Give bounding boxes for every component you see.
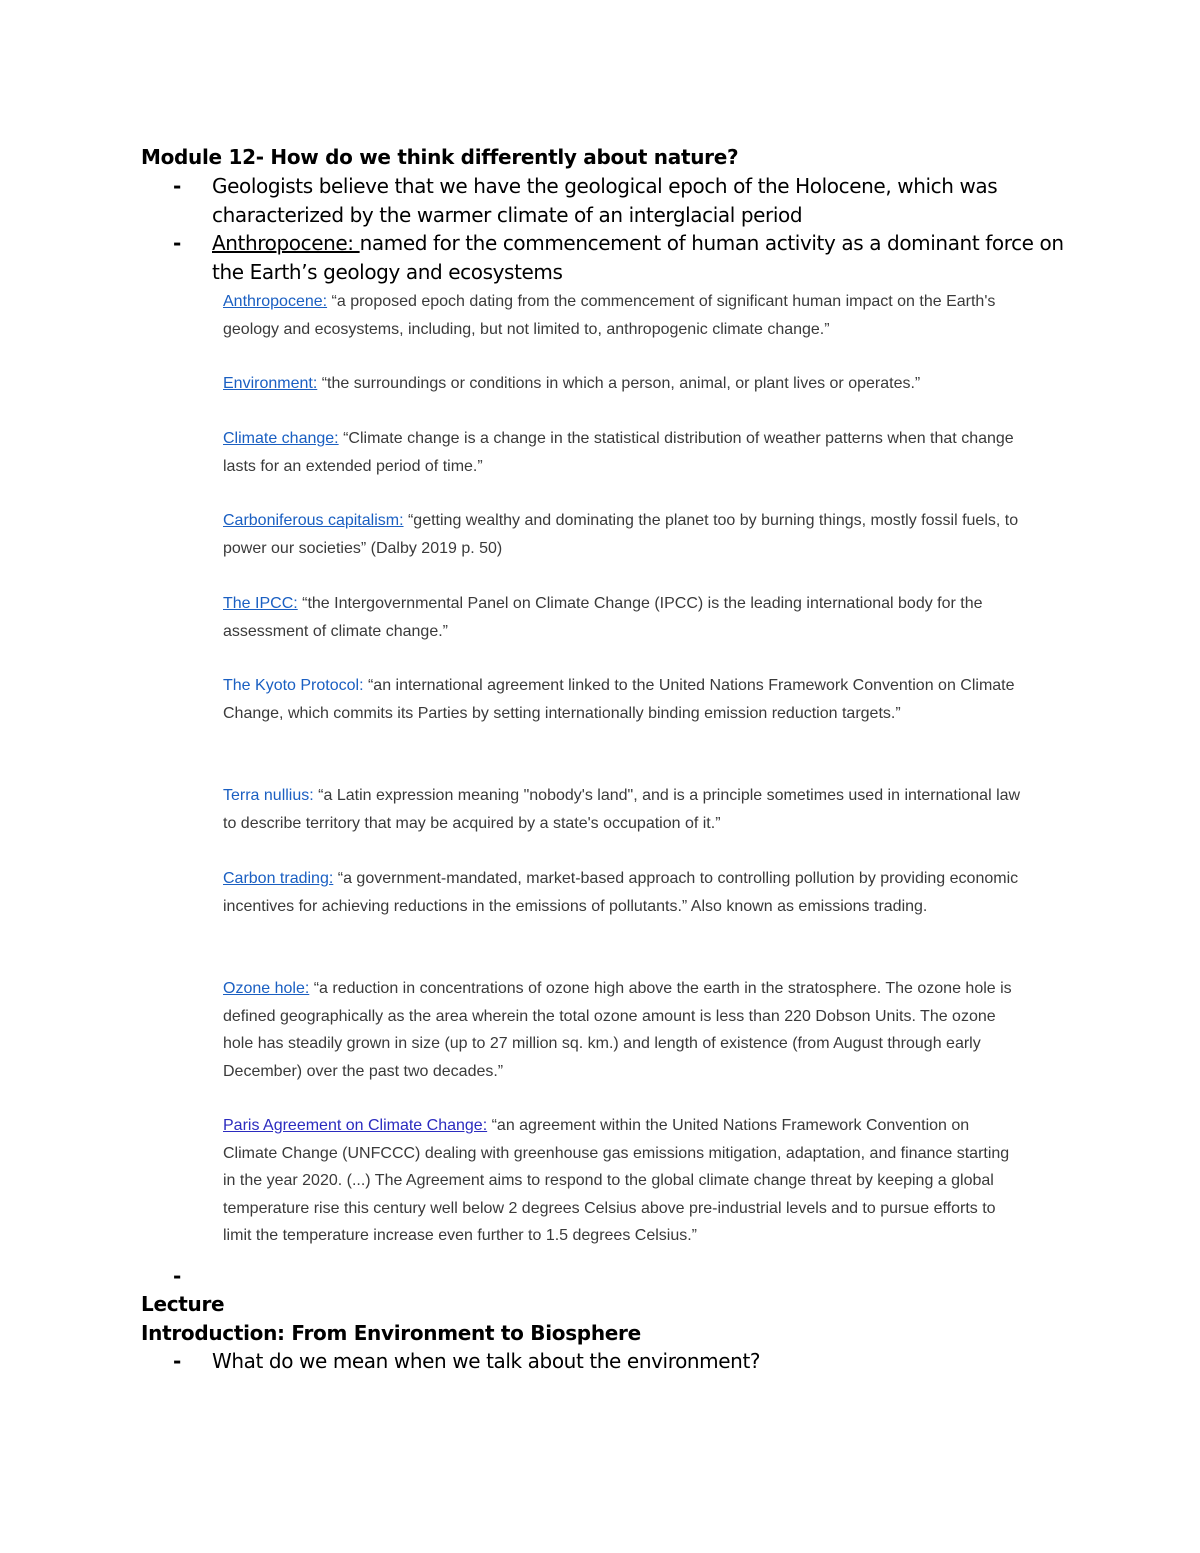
bullet-text: named for the commencement of human activity as a dominant force on the Earth’s geology and ecosystems	[212, 231, 1064, 284]
definition-carboniferous-capitalism	[223, 507, 1023, 562]
term-link[interactable]: Paris Agreement on Climate Change:	[223, 1117, 488, 1134]
empty-bullet-dash: -	[173, 1264, 182, 1288]
definition-paris-agreement	[223, 1112, 1023, 1250]
bullet-text: Geologists believe that we have the geological epoch of the Holocene, which was characterized by the warmer climate of an interglacial period	[212, 174, 998, 227]
bullet-environment-question	[141, 1347, 1071, 1376]
definition-climate-change	[223, 425, 1023, 480]
definition-text: “the surroundings or conditions in which a person, animal, or plant lives or operates.”	[317, 375, 921, 392]
definition-text: “getting wealthy and dominating the planet too by burning things, mostly fossil fuels, to power our societies” (Dalby 2019 p. 50)	[223, 512, 1019, 557]
definition-text: “a proposed epoch dating from the commencement of significant human impact on the Earth's geology and ecosystems, including, but not limited to, anthropogenic climate change.”	[223, 293, 996, 338]
definition-carbon-trading	[223, 865, 1023, 920]
bullet-holocene	[141, 172, 1071, 229]
term-link[interactable]: Climate change:	[223, 430, 339, 447]
definition-terra-nullius	[223, 782, 1023, 837]
bullet-dash: -	[173, 231, 181, 255]
definition-environment	[223, 370, 1023, 398]
definition-anthropocene	[223, 288, 1023, 343]
definition-ozone-hole	[223, 975, 1023, 1085]
bullet-dash: -	[173, 174, 181, 198]
definition-text: “a government-mandated, market-based approach to controlling pollution by providing economic incentives for achieving reductions in the emissions of pollutants.” Also known as emissions trading.	[223, 870, 1019, 915]
term-label: The Kyoto Protocol:	[223, 677, 364, 694]
lecture-heading: Lecture	[141, 1292, 225, 1316]
definition-kyoto-protocol	[223, 672, 1023, 727]
intro-heading: Introduction: From Environment to Biosphere	[141, 1321, 641, 1345]
definition-ipcc	[223, 590, 1023, 645]
bullet-dash: -	[173, 1349, 181, 1373]
anthropocene-label: Anthropocene:	[212, 231, 360, 255]
definition-text: “an international agreement linked to the United Nations Framework Convention on Climate Change, which commits its Parties by setting internationally binding emission reduction targets.”	[223, 677, 1015, 722]
term-link[interactable]: Anthropocene:	[223, 293, 328, 310]
term-link[interactable]: The IPCC:	[223, 595, 298, 612]
definition-text: “a reduction in concentrations of ozone high above the earth in the stratosphere. The ozone hole is defined geographically as the area wherein the total ozone amount is less than 220 Dobson Units. The ozone hole has steadily grown in size (up to 27 million sq. km.) and length of existence (from August through early December) over the past two decades.”	[223, 980, 1012, 1080]
module-title: Module 12- How do we think differently about nature?	[141, 145, 739, 169]
definition-text: “Climate change is a change in the statistical distribution of weather patterns when that change lasts for an extended period of time.”	[223, 430, 1014, 475]
term-link[interactable]: Ozone hole:	[223, 980, 310, 997]
term-link[interactable]: Carboniferous capitalism:	[223, 512, 404, 529]
definition-text: “the Intergovernmental Panel on Climate Change (IPCC) is the leading international body for the assessment of climate change.”	[223, 595, 983, 640]
bullet-anthropocene	[141, 229, 1071, 286]
definition-text: “an agreement within the United Nations Framework Convention on Climate Change (UNFCCC) dealing with greenhouse gas emissions mitigation, adaptation, and finance starting in the year 2020. (...) The Agreement aims to respond to the global climate change threat by keeping a global temperature rise this century well below 2 degrees Celsius above pre-industrial levels and to pursue efforts to limit the temperature increase even further to 1.5 degrees Celsius.”	[223, 1117, 1010, 1244]
bullet-text: What do we mean when we talk about the environment?	[212, 1349, 761, 1373]
term-link[interactable]: Carbon trading:	[223, 870, 334, 887]
term-label: Terra nullius:	[223, 787, 314, 804]
definition-text: “a Latin expression meaning "nobody's land", and is a principle sometimes used in international law to describe territory that may be acquired by a state's occupation of it.”	[223, 787, 1021, 832]
term-link[interactable]: Environment:	[223, 375, 318, 392]
bullet-text-wrapper	[212, 229, 1092, 286]
